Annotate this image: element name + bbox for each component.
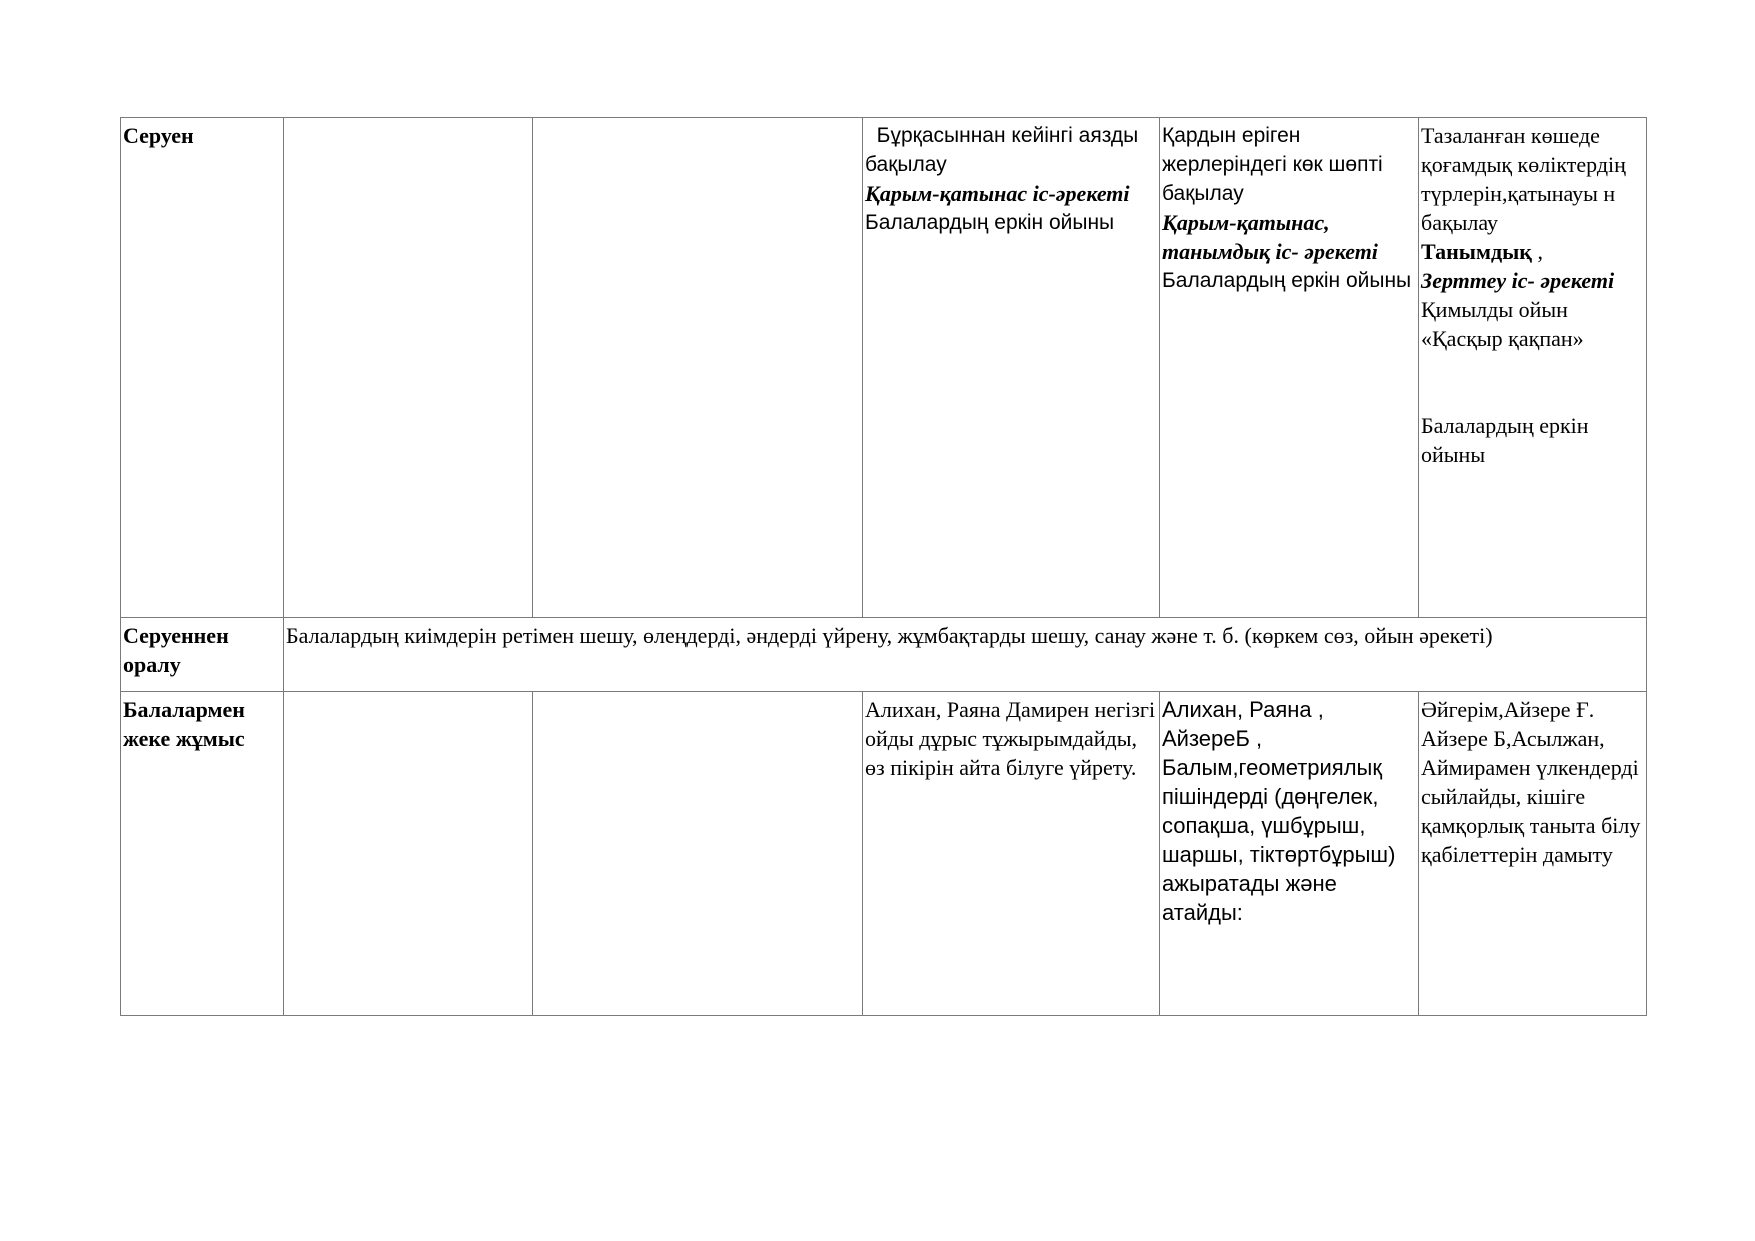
row-label-walk: Серуен bbox=[121, 118, 284, 618]
walk-cell-tue bbox=[533, 118, 863, 618]
row-label-individual: Балалармен жеке жұмыс bbox=[121, 692, 284, 1016]
individual-cell-sat: Әйгерім,Айзере Ғ. Айзере Б,Асылжан, Аймирамен үлкендерді сыйлайды, кішіге қамқорлық таныта білу қабілеттерін дамыту bbox=[1419, 692, 1647, 1016]
table-row-return bbox=[121, 618, 1647, 692]
walk-sat-game: Қимылды ойын «Қасқыр қақпан» bbox=[1421, 297, 1584, 351]
individual-cell-tue bbox=[533, 692, 863, 1016]
walk-cell-fri bbox=[1160, 118, 1419, 618]
walk-sat-free-play: Балалардың еркін ойыны bbox=[1421, 413, 1589, 467]
table-row-walk bbox=[121, 118, 1647, 618]
walk-sat-spacer bbox=[1421, 353, 1644, 411]
walk-sat-activity-sep: , bbox=[1531, 239, 1543, 264]
walk-fri-observation: Қардын еріген жерлеріндегі көк шөпті бақылау bbox=[1162, 124, 1383, 205]
table-row-individual bbox=[121, 692, 1647, 1016]
walk-thu-observation: Бұрқасыннан кейінгі аязды бақылау bbox=[865, 124, 1150, 176]
walk-cell-mon bbox=[284, 118, 533, 618]
walk-fri-activity: Қарым-қатынас, танымдық іс- әрекеті bbox=[1162, 210, 1378, 264]
row-label-return: Серуеннен оралу bbox=[121, 618, 284, 692]
walk-cell-sat bbox=[1419, 118, 1647, 618]
walk-cell-thu bbox=[863, 118, 1160, 618]
walk-sat-activity-line bbox=[1421, 237, 1644, 266]
return-description: Балалардың киімдерін ретімен шешу, өлеңдерді, әндерді үйрену, жұмбақтарды шешу, санау және т. б. (көркем сөз, ойын әрекеті) bbox=[284, 618, 1647, 692]
individual-cell-mon bbox=[284, 692, 533, 1016]
schedule-table bbox=[120, 117, 1647, 1016]
individual-cell-fri: Алихан, Раяна , АйзереБ , Балым,геометриялық пішіндерді (дөңгелек, сопақша, үшбұрыш, шаршы, тіктөртбұрыш) ажыратады және атайды: bbox=[1160, 692, 1419, 1016]
walk-sat-activity-bold: Танымдық bbox=[1421, 239, 1532, 264]
walk-thu-activity: Қарым-қатынас іс-әрекеті bbox=[865, 181, 1130, 206]
walk-sat-observation: Тазаланған көшеде қоғамдық көліктердің түрлерін,қатынауы н бақылау bbox=[1421, 123, 1626, 235]
walk-sat-activity-italic: Зерттеу іс- әрекеті bbox=[1421, 268, 1615, 293]
walk-thu-free-play: Балалардың еркін ойыны bbox=[865, 211, 1115, 234]
walk-fri-free-play: Балалардың еркін ойыны bbox=[1162, 269, 1412, 292]
individual-cell-thu: Алихан, Раяна Дамирен негізгі ойды дұрыс тұжырымдайды, өз пікірін айта білуге үйрету. bbox=[863, 692, 1160, 1016]
